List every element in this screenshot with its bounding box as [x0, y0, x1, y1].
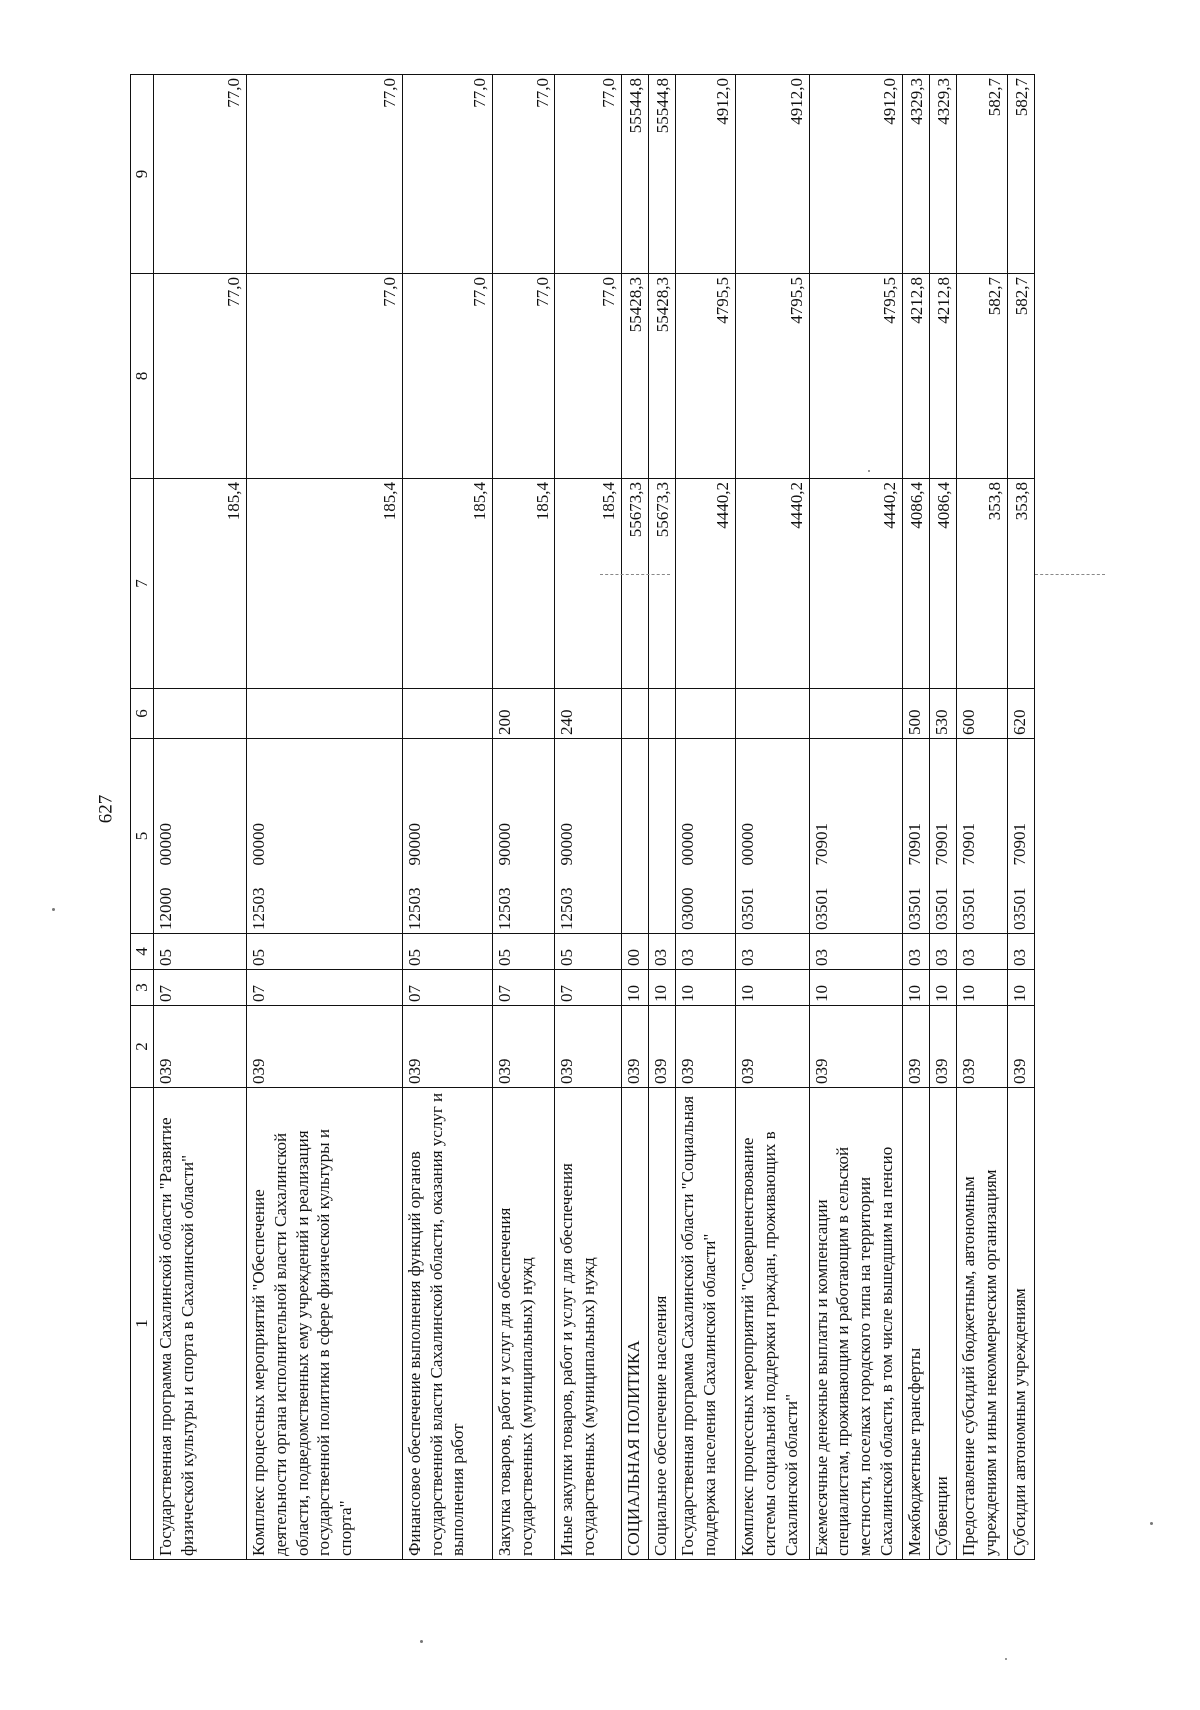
direction-code: 90000: [495, 823, 515, 866]
budget-table: [130, 74, 1035, 1560]
amount-year1: 4440,2: [809, 479, 902, 689]
scan-speck: [52, 908, 55, 911]
scan-dash-line: [1035, 574, 1105, 575]
expense-type: [736, 689, 810, 739]
section-code: 07: [153, 970, 246, 1006]
gp-code: 039: [930, 1006, 957, 1088]
subsection-code: 05: [247, 934, 403, 970]
subsection-code: 00: [621, 934, 648, 970]
scan-dash-line: [600, 574, 670, 575]
amount-year2: 4795,5: [675, 274, 735, 479]
section-code: 10: [957, 970, 1008, 1006]
amount-year2: 4795,5: [736, 274, 810, 479]
table-row: [621, 75, 648, 1560]
amount-year1: 55673,3: [621, 479, 648, 689]
table-row: [675, 75, 735, 1560]
target-article: [809, 739, 902, 934]
amount-year3: 4912,0: [736, 75, 810, 274]
target-article-parts: [248, 742, 270, 930]
gp-code: 039: [903, 1006, 930, 1088]
program-code: 03501: [959, 887, 979, 930]
item-name: Субвенции: [930, 1088, 957, 1560]
section-code: 10: [675, 970, 735, 1006]
expense-type: [809, 689, 902, 739]
target-article: [648, 739, 675, 934]
item-name: Иные закупки товаров, работ и услуг для обеспечения государственных (муниципальных) нужд: [555, 1088, 621, 1560]
expense-type: 620: [1007, 689, 1034, 739]
target-article-parts: [811, 742, 833, 930]
gp-code: 039: [809, 1006, 902, 1088]
amount-year1: 4086,4: [930, 479, 957, 689]
section-code: 07: [247, 970, 403, 1006]
subsection-code: 03: [648, 934, 675, 970]
target-article-parts: [556, 742, 578, 930]
amount-year3: 4912,0: [675, 75, 735, 274]
table-row: [153, 75, 246, 1560]
program-code: 03501: [932, 887, 952, 930]
program-code: 12503: [557, 887, 577, 930]
section-code: 10: [736, 970, 810, 1006]
target-article: [555, 739, 621, 934]
column-header: 7: [131, 479, 154, 689]
section-code: 10: [621, 970, 648, 1006]
direction-code: 00000: [155, 823, 175, 866]
program-code: 03501: [905, 887, 925, 930]
scan-speck: [1005, 1658, 1007, 1660]
expense-type: [402, 689, 492, 739]
column-header: 2: [131, 1006, 154, 1088]
amount-year3: 582,7: [957, 75, 1008, 274]
amount-year3: 77,0: [493, 75, 555, 274]
item-name: Закупка товаров, работ и услуг для обеспечения государственных (муниципальных) нужд: [493, 1088, 555, 1560]
item-name: Субсидии автономным учреждениям: [1007, 1088, 1034, 1560]
column-header: 3: [131, 970, 154, 1006]
table-row: [903, 75, 930, 1560]
target-article-parts: [958, 742, 980, 930]
program-code: 12000: [155, 887, 175, 930]
gp-code: 039: [1007, 1006, 1034, 1088]
section-code: 10: [903, 970, 930, 1006]
gp-code: 039: [247, 1006, 403, 1088]
gp-code: 039: [402, 1006, 492, 1088]
target-article: [153, 739, 246, 934]
amount-year3: 4329,3: [930, 75, 957, 274]
direction-code: 70901: [905, 823, 925, 866]
subsection-code: 05: [493, 934, 555, 970]
subsection-code: 03: [675, 934, 735, 970]
amount-year1: 4086,4: [903, 479, 930, 689]
subsection-code: 03: [1007, 934, 1034, 970]
gp-code: 039: [675, 1006, 735, 1088]
amount-year2: 55428,3: [621, 274, 648, 479]
amount-year2: 4212,8: [930, 274, 957, 479]
direction-code: 00000: [249, 823, 269, 866]
gp-code: 039: [153, 1006, 246, 1088]
amount-year2: 4212,8: [903, 274, 930, 479]
direction-code: 70901: [1009, 823, 1029, 866]
amount-year2: 4795,5: [809, 274, 902, 479]
amount-year1: 55673,3: [648, 479, 675, 689]
item-name: Ежемесячные денежные выплаты и компенсации специалистам, проживающим и работающим в сельской местности, поселках городского типа на территории Сахалинской области, в том числе вышедшим на пенсио: [809, 1088, 902, 1560]
amount-year3: 55544,8: [621, 75, 648, 274]
expense-type: 500: [903, 689, 930, 739]
column-header: 6: [131, 689, 154, 739]
amount-year2: 55428,3: [648, 274, 675, 479]
item-name: Комплекс процессных мероприятий "Совершенствование системы социальной поддержки граждан, проживающих в Сахалинской области": [736, 1088, 810, 1560]
section-code: 07: [402, 970, 492, 1006]
amount-year3: 77,0: [402, 75, 492, 274]
column-header: 8: [131, 274, 154, 479]
target-article-parts: [494, 742, 516, 930]
target-article: [1007, 739, 1034, 934]
target-article: [675, 739, 735, 934]
item-name: Межбюджетные трансферты: [903, 1088, 930, 1560]
expense-type: 200: [493, 689, 555, 739]
target-article-parts: [155, 742, 177, 930]
expense-type: 240: [555, 689, 621, 739]
amount-year1: 353,8: [1007, 479, 1034, 689]
amount-year2: 77,0: [402, 274, 492, 479]
table-row: [555, 75, 621, 1560]
amount-year3: 55544,8: [648, 75, 675, 274]
amount-year3: 77,0: [247, 75, 403, 274]
direction-code: 70901: [959, 823, 979, 866]
expense-type: 600: [957, 689, 1008, 739]
table-row: [1007, 75, 1034, 1560]
amount-year1: 185,4: [555, 479, 621, 689]
amount-year2: 77,0: [153, 274, 246, 479]
direction-code: 70901: [811, 823, 831, 866]
amount-year2: 582,7: [1007, 274, 1034, 479]
program-code: 12503: [404, 887, 424, 930]
item-name: Финансовое обеспечение выполнения функций органов государственной власти Сахалинской области, оказания услуг и выполнения работ: [402, 1088, 492, 1560]
program-code: 03501: [738, 887, 757, 930]
section-code: 10: [930, 970, 957, 1006]
program-code: 03000: [677, 887, 697, 930]
gp-code: 039: [493, 1006, 555, 1088]
program-code: 03501: [811, 887, 831, 930]
subsection-code: 05: [555, 934, 621, 970]
table-row: [247, 75, 403, 1560]
direction-code: 70901: [932, 823, 952, 866]
page-number: 627: [95, 794, 117, 824]
target-article-parts: [904, 742, 926, 930]
target-article: [402, 739, 492, 934]
target-article-parts: [737, 742, 759, 930]
column-header: 1: [131, 1088, 154, 1560]
table-body: [153, 75, 1034, 1560]
expense-type: [153, 689, 246, 739]
target-article: [247, 739, 403, 934]
subsection-code: 03: [809, 934, 902, 970]
amount-year2: 77,0: [247, 274, 403, 479]
target-article-parts: [1009, 742, 1031, 930]
amount-year1: 4440,2: [675, 479, 735, 689]
target-article: [736, 739, 810, 934]
column-header: 4: [131, 934, 154, 970]
direction-code: 90000: [404, 823, 424, 866]
item-name: Комплекс процессных мероприятий "Обеспечение деятельности органа исполнительной власти Сахалинской области, подведомственных ему учреждений и реализация государственной политики в сфере физической культуры и спорта": [247, 1088, 403, 1560]
program-code: 03501: [1009, 887, 1029, 930]
target-article: [903, 739, 930, 934]
expense-type: [247, 689, 403, 739]
scan-speck: [868, 470, 870, 472]
target-article-parts: [677, 742, 699, 930]
item-name: СОЦИАЛЬНАЯ ПОЛИТИКА: [621, 1088, 648, 1560]
subsection-code: 05: [402, 934, 492, 970]
expense-type: [621, 689, 648, 739]
target-article: [930, 739, 957, 934]
section-code: 10: [648, 970, 675, 1006]
target-article-parts: [404, 742, 426, 930]
amount-year1: 185,4: [153, 479, 246, 689]
direction-code: 00000: [738, 823, 757, 866]
column-header: 5: [131, 739, 154, 934]
amount-year1: 353,8: [957, 479, 1008, 689]
table-row: [402, 75, 492, 1560]
table-row: [930, 75, 957, 1560]
table-header-row: [131, 75, 154, 1560]
target-article-parts: [931, 742, 953, 930]
direction-code: 00000: [677, 823, 697, 866]
program-code: 12503: [249, 887, 269, 930]
rotated-table-container: [130, 75, 1035, 1560]
subsection-code: 03: [736, 934, 810, 970]
direction-code: 90000: [557, 823, 577, 866]
table-row: [648, 75, 675, 1560]
amount-year3: 4329,3: [903, 75, 930, 274]
table-row: [957, 75, 1008, 1560]
subsection-code: 03: [957, 934, 1008, 970]
table-row: [809, 75, 902, 1560]
target-article: [957, 739, 1008, 934]
program-code: 12503: [495, 887, 515, 930]
expense-type: [675, 689, 735, 739]
scan-speck: [420, 1640, 423, 1643]
target-article: [493, 739, 555, 934]
gp-code: 039: [957, 1006, 1008, 1088]
amount-year3: 4912,0: [809, 75, 902, 274]
gp-code: 039: [555, 1006, 621, 1088]
item-name: Государственная программа Сахалинской области "Социальная поддержка населения Сахалинской области": [675, 1088, 735, 1560]
amount-year1: 185,4: [247, 479, 403, 689]
gp-code: 039: [648, 1006, 675, 1088]
expense-type: [648, 689, 675, 739]
amount-year1: 4440,2: [736, 479, 810, 689]
section-code: 07: [493, 970, 555, 1006]
amount-year2: 582,7: [957, 274, 1008, 479]
table-row: [493, 75, 555, 1560]
expense-type: 530: [930, 689, 957, 739]
gp-code: 039: [621, 1006, 648, 1088]
section-code: 07: [555, 970, 621, 1006]
subsection-code: 03: [903, 934, 930, 970]
target-article: [621, 739, 648, 934]
item-name: Предоставление субсидий бюджетным, автономным учреждениям и иным некоммерческим организациям: [957, 1088, 1008, 1560]
amount-year1: 185,4: [402, 479, 492, 689]
column-header: 9: [131, 75, 154, 274]
gp-code: 039: [736, 1006, 810, 1088]
subsection-code: 05: [153, 934, 246, 970]
item-name: Социальное обеспечение населения: [648, 1088, 675, 1560]
section-code: 10: [809, 970, 902, 1006]
amount-year1: 185,4: [493, 479, 555, 689]
amount-year3: 77,0: [153, 75, 246, 274]
amount-year3: 77,0: [555, 75, 621, 274]
amount-year2: 77,0: [555, 274, 621, 479]
amount-year2: 77,0: [493, 274, 555, 479]
table-row: [736, 75, 810, 1560]
section-code: 10: [1007, 970, 1034, 1006]
subsection-code: 03: [930, 934, 957, 970]
item-name: Государственная программа Сахалинской области "Развитие физической культуры и спорта в Сахалинской области": [153, 1088, 246, 1560]
amount-year3: 582,7: [1007, 75, 1034, 274]
scan-speck: [1150, 1522, 1153, 1525]
